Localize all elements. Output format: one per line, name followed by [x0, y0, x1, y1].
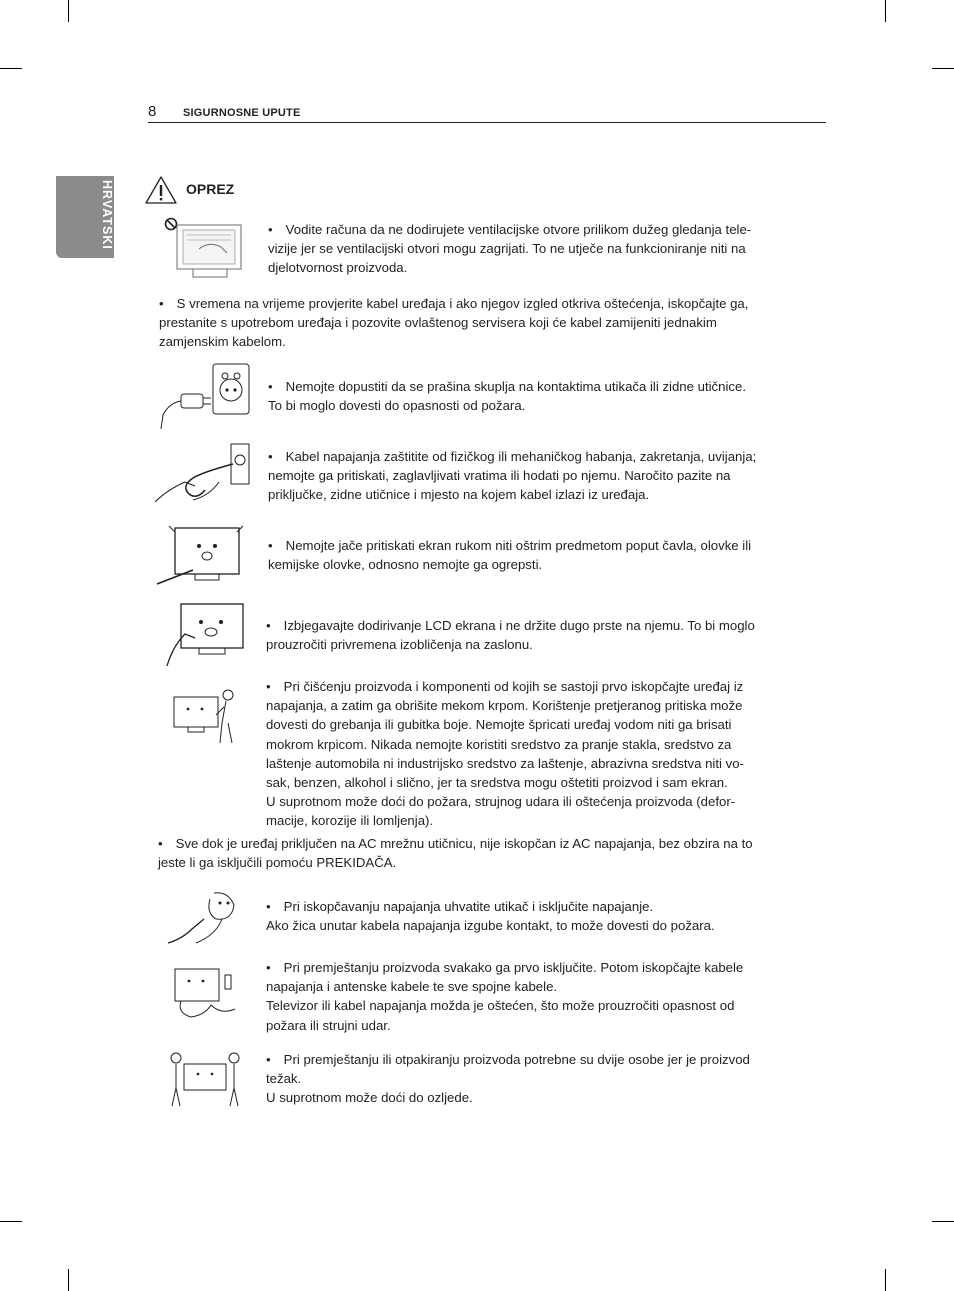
- text-line: kemijske olovke, odnosno nemojte ga ogrepsti.: [268, 557, 543, 573]
- plug-outlet-dust-icon: [155, 360, 255, 432]
- text-line: napajanja, a zatim ga obrišite mekom krpom. Korištenje pretjeranog pritiska može: [266, 698, 743, 714]
- text-line: dovesti do grebanja ili gubitka boje. Nemojte špricati uređaj vodom niti ga brisati: [266, 717, 732, 733]
- tv-cleaning-person-icon: [168, 685, 240, 747]
- text-line: mokrom krpicom. Nikada nemojte koristiti sredstvo za pranje stakla, sredstvo za: [266, 736, 732, 752]
- tv-press-screen-icon: [155, 520, 249, 586]
- text-line: jeste li ga isključili pomoću PREKIDAČA.: [158, 855, 397, 871]
- text-line: Televizor ili kabel napajanja možda je oštećen, što može prouzročiti opasnost od: [266, 998, 735, 1014]
- text-line: Sve dok je uređaj priključen na AC mrežnu utičnicu, nije iskopčan iz AC napajanja, bez obzira na to: [175, 836, 753, 851]
- text-line: Nemojte dopustiti da se prašina skuplja na kontaktima utikača ili zidne utičnice.: [285, 379, 747, 394]
- text-line: Izbjegavajte dodirivanje LCD ekrana i ne držite dugo prste na njemu. To bi moglo: [283, 618, 755, 633]
- crop-mark: [0, 68, 22, 69]
- crop-mark: [68, 1269, 69, 1291]
- text-line: Pri čišćenju proizvoda i komponenti od kojih se sastoji prvo iskopčajte uređaj iz: [283, 679, 744, 694]
- text-line: zamjenskim kabelom.: [159, 334, 286, 350]
- caution-item: [266, 616, 820, 654]
- power-cord-twist-icon: [153, 440, 253, 512]
- text-line: To bi moglo dovesti do opasnosti od požara.: [268, 398, 526, 414]
- text-line: težak.: [266, 1071, 302, 1087]
- unplug-hand-icon: [166, 885, 242, 949]
- text-line: Vodite računa da ne dodirujete ventilacijske otvore prilikom dužeg gledanja tele-: [285, 222, 752, 237]
- text-line: laštenje automobila ni industrijsko sredstvo za laštenje, abrazivna sredstva niti vo-: [266, 755, 744, 771]
- caution-item: [158, 834, 832, 872]
- text-line: prestanite s upotrebom uređaja i pozovite ovlaštenog servisera koji će kabel zamijeniti jednakim: [159, 315, 717, 331]
- caution-item: [266, 897, 820, 935]
- text-line: Kabel napajanja zaštitite od fizičkog ili mehaničkog habanja, zakretanja, uvijanja;: [285, 449, 757, 464]
- text-line: nemojte ga pritiskati, zaglavljivati vratima ili hodati po njemu. Naročito pazite na: [268, 468, 731, 484]
- section-title: SIGURNOSNE UPUTE: [183, 107, 301, 119]
- crop-mark: [68, 0, 69, 22]
- caution-heading: [144, 175, 235, 210]
- crop-mark: [932, 68, 954, 69]
- page-number: 8: [148, 103, 157, 120]
- text-line: Pri premještanju proizvoda svakako ga prvo isključite. Potom iskopčajte kabele: [283, 960, 744, 975]
- text-line: Ako žica unutar kabela napajanja izgube kontakt, to može dovesti do požara.: [266, 918, 715, 934]
- text-line: priključke, zidne utičnice i mjesto na kojem kabel izlazi iz uređaja.: [268, 487, 650, 503]
- text-line: Pri iskopčavanju napajanja uhvatite utikač i isključite napajanje.: [283, 899, 654, 914]
- text-line: napajanja i antenske kabele te sve spojne kabele.: [266, 979, 558, 995]
- text-line: Pri premještanju ili otpakiranju proizvoda potrebne su dvije osobe jer je proizvod: [283, 1052, 750, 1067]
- page-header: [148, 103, 826, 123]
- caution-item: [268, 377, 822, 415]
- text-line: djelotvornost proizvoda.: [268, 260, 408, 276]
- two-people-carry-tv-icon: [166, 1050, 244, 1108]
- text-line: vizije jer se ventilacijski otvori mogu zagrijati. To ne utječe na funkcioniranje niti na: [268, 241, 746, 257]
- warning-triangle-icon: [144, 175, 178, 205]
- crop-mark: [885, 1269, 886, 1291]
- tv-vent-no-touch-icon: [163, 215, 247, 283]
- text-line: prouzročiti privremena izobličenja na zaslonu.: [266, 637, 533, 653]
- caution-item: [159, 294, 833, 352]
- caution-item: [266, 677, 825, 831]
- text-line: U suprotnom može doći do ozljede.: [266, 1090, 473, 1106]
- crop-mark: [932, 1221, 954, 1222]
- text-line: macije, korozije ili lomljenja).: [266, 813, 434, 829]
- caution-item: [268, 536, 822, 574]
- caution-item: [266, 1050, 820, 1108]
- caution-title: OPREZ: [186, 181, 235, 197]
- text-line: U suprotnom može doći do požara, strujnog udara ili oštećenja proizvoda (defor-: [266, 794, 736, 810]
- caution-item: [268, 447, 827, 505]
- crop-mark: [0, 1221, 22, 1222]
- text-line: požara ili strujni udar.: [266, 1017, 391, 1033]
- tv-touch-lcd-icon: [165, 598, 249, 670]
- tv-cables-disconnect-icon: [167, 965, 243, 1023]
- language-tab-label: HRVATSKI: [100, 180, 114, 250]
- text-line: S vremena na vrijeme provjerite kabel uređaja i ako njegov izgled otkriva oštećenja, iskopčajte ga,: [176, 296, 749, 311]
- caution-item: [266, 958, 820, 1035]
- text-line: sak, benzen, alkohol i slično, jer ta sredstva mogu oštetiti proizvod i sam ekran.: [266, 775, 728, 791]
- caution-item: [268, 220, 822, 278]
- text-line: Nemojte jače pritiskati ekran rukom niti oštrim predmetom poput čavla, olovke ili: [285, 538, 752, 553]
- crop-mark: [885, 0, 886, 22]
